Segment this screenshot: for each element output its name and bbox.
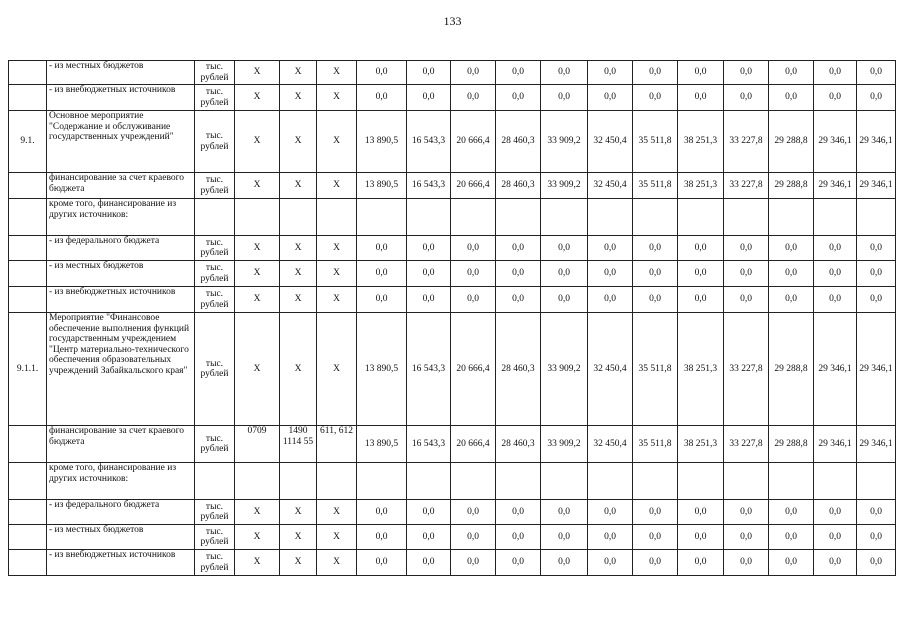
value-cell: 28 460,3 [496, 111, 541, 173]
value-cell: 0,0 [769, 287, 814, 313]
value-cell: 29 346,1 [814, 173, 857, 199]
value-cell: 0,0 [496, 236, 541, 261]
empty-cell [195, 463, 235, 500]
value-cell: 28 460,3 [496, 426, 541, 463]
value-cell: 0,0 [724, 61, 769, 85]
code-cell-3: Х [317, 236, 357, 261]
row-id-cell [9, 287, 47, 313]
value-cell: 29 346,1 [814, 111, 857, 173]
description-cell: Основное мероприятие "Содержание и обслуживание государственных учреждений" [47, 111, 195, 173]
description-cell: финансирование за счет краевого бюджета [47, 426, 195, 463]
value-cell: 32 450,4 [588, 313, 633, 426]
empty-cell [235, 463, 280, 500]
total-cell: 0,0 [357, 550, 407, 576]
unit-cell: тыс. рублей [195, 500, 235, 525]
empty-cell [195, 199, 235, 236]
value-cell: 0,0 [451, 500, 496, 525]
value-cell: 0,0 [407, 61, 451, 85]
value-cell: 0,0 [678, 550, 724, 576]
empty-cell [633, 199, 678, 236]
empty-cell [724, 463, 769, 500]
empty-cell [541, 199, 588, 236]
total-cell: 0,0 [357, 261, 407, 287]
value-cell: 0,0 [496, 550, 541, 576]
code-cell-1: Х [235, 500, 280, 525]
empty-cell [814, 463, 857, 500]
code-cell-3: Х [317, 287, 357, 313]
value-cell: 28 460,3 [496, 173, 541, 199]
code-cell-1: Х [235, 550, 280, 576]
empty-cell [857, 463, 896, 500]
code-cell-2: Х [280, 313, 317, 426]
value-cell: 38 251,3 [678, 426, 724, 463]
table-row [9, 313, 896, 426]
value-cell: 0,0 [678, 500, 724, 525]
unit-cell: тыс. рублей [195, 85, 235, 111]
empty-cell [280, 463, 317, 500]
code-cell-3: Х [317, 525, 357, 550]
value-cell: 0,0 [678, 236, 724, 261]
value-cell: 16 543,3 [407, 111, 451, 173]
row-id-cell [9, 550, 47, 576]
unit-cell: тыс. рублей [195, 287, 235, 313]
value-cell: 29 346,1 [857, 111, 896, 173]
value-cell: 0,0 [588, 61, 633, 85]
value-cell: 0,0 [633, 236, 678, 261]
unit-cell: тыс. рублей [195, 236, 235, 261]
value-cell: 0,0 [678, 261, 724, 287]
value-cell: 0,0 [541, 525, 588, 550]
value-cell: 29 346,1 [814, 313, 857, 426]
value-cell: 0,0 [724, 550, 769, 576]
description-cell: - из внебюджетных источников [47, 85, 195, 111]
code-cell-1: Х [235, 85, 280, 111]
value-cell: 0,0 [407, 550, 451, 576]
value-cell: 0,0 [496, 500, 541, 525]
table-row [9, 500, 896, 525]
value-cell: 38 251,3 [678, 111, 724, 173]
value-cell: 0,0 [724, 236, 769, 261]
value-cell: 0,0 [451, 85, 496, 111]
row-id-cell [9, 463, 47, 500]
empty-cell [280, 199, 317, 236]
total-cell: 13 890,5 [357, 426, 407, 463]
empty-cell [407, 463, 451, 500]
code-cell-3: Х [317, 111, 357, 173]
code-cell-3: Х [317, 61, 357, 85]
code-cell-1: Х [235, 111, 280, 173]
row-id-cell [9, 61, 47, 85]
unit-cell: тыс. рублей [195, 313, 235, 426]
table-row [9, 525, 896, 550]
value-cell: 33 227,8 [724, 173, 769, 199]
value-cell: 0,0 [814, 85, 857, 111]
value-cell: 0,0 [588, 500, 633, 525]
description-cell: кроме того, финансирование из других источников: [47, 463, 195, 500]
description-cell: - из местных бюджетов [47, 261, 195, 287]
code-cell-3: Х [317, 173, 357, 199]
value-cell: 0,0 [588, 261, 633, 287]
empty-cell [814, 199, 857, 236]
code-cell-3: Х [317, 313, 357, 426]
value-cell: 0,0 [451, 261, 496, 287]
table-row [9, 111, 896, 173]
value-cell: 0,0 [541, 61, 588, 85]
description-cell: - из федерального бюджета [47, 500, 195, 525]
unit-cell: тыс. рублей [195, 61, 235, 85]
code-cell-2: Х [280, 287, 317, 313]
value-cell: 0,0 [814, 525, 857, 550]
value-cell: 32 450,4 [588, 426, 633, 463]
value-cell: 0,0 [407, 85, 451, 111]
value-cell: 0,0 [814, 236, 857, 261]
value-cell: 0,0 [857, 500, 896, 525]
value-cell: 29 288,8 [769, 111, 814, 173]
unit-cell: тыс. рублей [195, 426, 235, 463]
value-cell: 0,0 [407, 287, 451, 313]
code-cell-3: Х [317, 550, 357, 576]
value-cell: 0,0 [541, 550, 588, 576]
description-cell: - из местных бюджетов [47, 61, 195, 85]
total-cell: 0,0 [357, 500, 407, 525]
value-cell: 0,0 [814, 550, 857, 576]
empty-cell [633, 463, 678, 500]
value-cell: 0,0 [633, 287, 678, 313]
value-cell: 0,0 [451, 550, 496, 576]
total-cell: 13 890,5 [357, 173, 407, 199]
value-cell: 33 227,8 [724, 426, 769, 463]
value-cell: 29 346,1 [857, 173, 896, 199]
value-cell: 0,0 [541, 500, 588, 525]
code-cell-3: Х [317, 500, 357, 525]
value-cell: 0,0 [588, 236, 633, 261]
value-cell: 38 251,3 [678, 313, 724, 426]
value-cell: 33 909,2 [541, 426, 588, 463]
empty-cell [357, 463, 407, 500]
value-cell: 38 251,3 [678, 173, 724, 199]
empty-cell [678, 463, 724, 500]
value-cell: 16 543,3 [407, 426, 451, 463]
empty-cell [357, 199, 407, 236]
code-cell-2: Х [280, 61, 317, 85]
empty-cell [588, 463, 633, 500]
value-cell: 0,0 [451, 525, 496, 550]
value-cell: 0,0 [407, 236, 451, 261]
empty-cell [724, 199, 769, 236]
value-cell: 0,0 [769, 500, 814, 525]
unit-cell: тыс. рублей [195, 261, 235, 287]
table-row [9, 463, 896, 500]
code-cell-1: Х [235, 287, 280, 313]
row-id-cell: 9.1.1. [9, 313, 47, 426]
value-cell: 0,0 [724, 500, 769, 525]
row-id-cell [9, 236, 47, 261]
code-cell-2: Х [280, 111, 317, 173]
unit-cell: тыс. рублей [195, 173, 235, 199]
value-cell: 0,0 [724, 85, 769, 111]
value-cell: 0,0 [496, 61, 541, 85]
value-cell: 0,0 [541, 85, 588, 111]
value-cell: 0,0 [857, 61, 896, 85]
value-cell: 35 511,8 [633, 426, 678, 463]
value-cell: 33 227,8 [724, 313, 769, 426]
code-cell-2: Х [280, 85, 317, 111]
code-cell-2: Х [280, 173, 317, 199]
value-cell: 29 288,8 [769, 173, 814, 199]
value-cell: 20 666,4 [451, 173, 496, 199]
empty-cell [451, 463, 496, 500]
total-cell: 0,0 [357, 236, 407, 261]
row-id-cell: 9.1. [9, 111, 47, 173]
value-cell: 0,0 [814, 61, 857, 85]
value-cell: 0,0 [724, 287, 769, 313]
table-row [9, 426, 896, 463]
empty-cell [541, 463, 588, 500]
value-cell: 0,0 [814, 261, 857, 287]
description-cell: финансирование за счет краевого бюджета [47, 173, 195, 199]
value-cell: 0,0 [633, 550, 678, 576]
value-cell: 20 666,4 [451, 111, 496, 173]
description-cell: Мероприятие "Финансовое обеспечение выполнения функций государственным учреждением "Центр материально-технического обеспечения образовательных учреждений Забайкальского края" [47, 313, 195, 426]
empty-cell [678, 199, 724, 236]
value-cell: 0,0 [633, 61, 678, 85]
value-cell: 0,0 [857, 550, 896, 576]
value-cell: 0,0 [814, 500, 857, 525]
description-cell: - из местных бюджетов [47, 525, 195, 550]
row-id-cell [9, 426, 47, 463]
description-cell: кроме того, финансирование из других источников: [47, 199, 195, 236]
table-row [9, 85, 896, 111]
code-cell-3: Х [317, 85, 357, 111]
total-cell: 13 890,5 [357, 111, 407, 173]
value-cell: 32 450,4 [588, 111, 633, 173]
description-cell: - из федерального бюджета [47, 236, 195, 261]
code-cell-1: Х [235, 173, 280, 199]
code-cell-2: Х [280, 550, 317, 576]
total-cell: 0,0 [357, 85, 407, 111]
value-cell: 33 909,2 [541, 313, 588, 426]
code-cell-3: Х [317, 261, 357, 287]
code-cell-1: Х [235, 236, 280, 261]
table-row [9, 61, 896, 85]
value-cell: 35 511,8 [633, 173, 678, 199]
value-cell: 0,0 [769, 61, 814, 85]
code-cell-2: Х [280, 525, 317, 550]
empty-cell [407, 199, 451, 236]
value-cell: 0,0 [857, 236, 896, 261]
value-cell: 0,0 [451, 236, 496, 261]
description-cell: - из внебюджетных источников [47, 287, 195, 313]
value-cell: 0,0 [496, 287, 541, 313]
code-cell-3: 611, 612 [317, 426, 357, 463]
table-row [9, 236, 896, 261]
value-cell: 0,0 [633, 261, 678, 287]
value-cell: 0,0 [678, 61, 724, 85]
empty-cell [317, 199, 357, 236]
table-row [9, 550, 896, 576]
code-cell-1: Х [235, 525, 280, 550]
value-cell: 0,0 [857, 261, 896, 287]
value-cell: 33 227,8 [724, 111, 769, 173]
value-cell: 0,0 [678, 525, 724, 550]
total-cell: 0,0 [357, 525, 407, 550]
empty-cell [235, 199, 280, 236]
value-cell: 0,0 [633, 85, 678, 111]
empty-cell [451, 199, 496, 236]
value-cell: 0,0 [541, 261, 588, 287]
value-cell: 33 909,2 [541, 173, 588, 199]
value-cell: 0,0 [724, 525, 769, 550]
value-cell: 0,0 [633, 525, 678, 550]
value-cell: 29 346,1 [814, 426, 857, 463]
empty-cell [857, 199, 896, 236]
value-cell: 0,0 [451, 61, 496, 85]
description-cell: - из внебюджетных источников [47, 550, 195, 576]
value-cell: 0,0 [451, 287, 496, 313]
code-cell-1: 0709 [235, 426, 280, 463]
value-cell: 0,0 [496, 525, 541, 550]
value-cell: 0,0 [588, 525, 633, 550]
code-cell-1: Х [235, 313, 280, 426]
value-cell: 0,0 [407, 500, 451, 525]
value-cell: 35 511,8 [633, 313, 678, 426]
row-id-cell [9, 500, 47, 525]
value-cell: 16 543,3 [407, 173, 451, 199]
value-cell: 29 346,1 [857, 313, 896, 426]
value-cell: 16 543,3 [407, 313, 451, 426]
table-row [9, 173, 896, 199]
code-cell-2: Х [280, 236, 317, 261]
table-row [9, 199, 896, 236]
value-cell: 29 346,1 [857, 426, 896, 463]
value-cell: 0,0 [857, 525, 896, 550]
total-cell: 0,0 [357, 61, 407, 85]
empty-cell [588, 199, 633, 236]
code-cell-2: 1490 1114 55 [280, 426, 317, 463]
empty-cell [317, 463, 357, 500]
value-cell: 0,0 [407, 525, 451, 550]
value-cell: 0,0 [541, 287, 588, 313]
table-row [9, 287, 896, 313]
value-cell: 29 288,8 [769, 426, 814, 463]
row-id-cell [9, 85, 47, 111]
empty-cell [769, 199, 814, 236]
value-cell: 0,0 [678, 287, 724, 313]
value-cell: 0,0 [857, 287, 896, 313]
total-cell: 13 890,5 [357, 313, 407, 426]
unit-cell: тыс. рублей [195, 111, 235, 173]
value-cell: 0,0 [769, 261, 814, 287]
value-cell: 0,0 [588, 85, 633, 111]
value-cell: 0,0 [588, 550, 633, 576]
total-cell: 0,0 [357, 287, 407, 313]
value-cell: 0,0 [769, 525, 814, 550]
value-cell: 0,0 [407, 261, 451, 287]
code-cell-1: Х [235, 261, 280, 287]
value-cell: 0,0 [769, 550, 814, 576]
code-cell-1: Х [235, 61, 280, 85]
value-cell: 29 288,8 [769, 313, 814, 426]
budget-table [8, 60, 896, 576]
row-id-cell [9, 525, 47, 550]
unit-cell: тыс. рублей [195, 550, 235, 576]
value-cell: 35 511,8 [633, 111, 678, 173]
value-cell: 20 666,4 [451, 426, 496, 463]
value-cell: 0,0 [769, 236, 814, 261]
row-id-cell [9, 199, 47, 236]
row-id-cell [9, 261, 47, 287]
empty-cell [496, 463, 541, 500]
value-cell: 33 909,2 [541, 111, 588, 173]
value-cell: 32 450,4 [588, 173, 633, 199]
row-id-cell [9, 173, 47, 199]
value-cell: 0,0 [588, 287, 633, 313]
empty-cell [496, 199, 541, 236]
value-cell: 28 460,3 [496, 313, 541, 426]
value-cell: 0,0 [814, 287, 857, 313]
value-cell: 0,0 [678, 85, 724, 111]
value-cell: 20 666,4 [451, 313, 496, 426]
value-cell: 0,0 [496, 85, 541, 111]
unit-cell: тыс. рублей [195, 525, 235, 550]
value-cell: 0,0 [769, 85, 814, 111]
empty-cell [769, 463, 814, 500]
value-cell: 0,0 [633, 500, 678, 525]
code-cell-2: Х [280, 500, 317, 525]
value-cell: 0,0 [724, 261, 769, 287]
value-cell: 0,0 [496, 261, 541, 287]
value-cell: 0,0 [857, 85, 896, 111]
table-row [9, 261, 896, 287]
page-number: 133 [443, 14, 462, 28]
value-cell: 0,0 [541, 236, 588, 261]
code-cell-2: Х [280, 261, 317, 287]
